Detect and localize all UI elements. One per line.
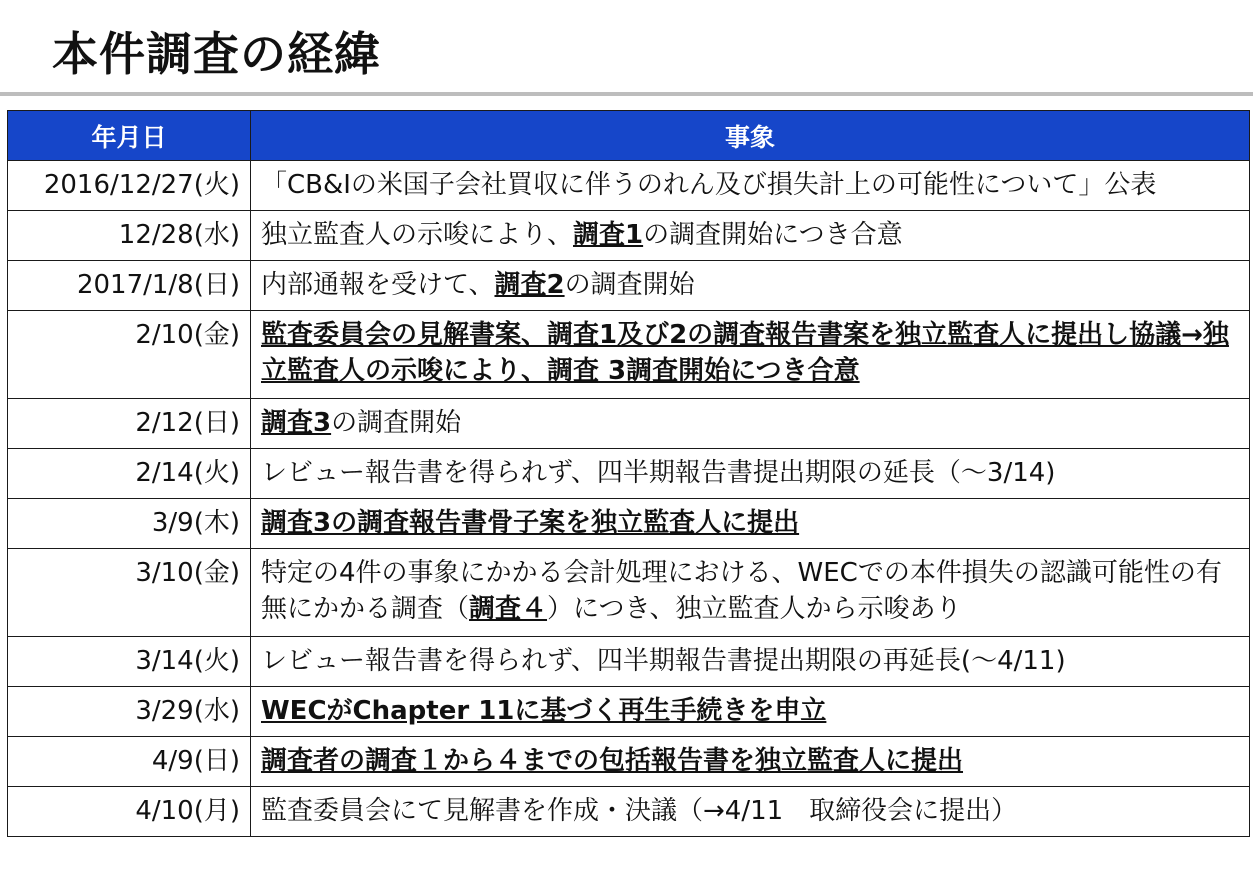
- event-text: の調査開始: [331, 408, 462, 438]
- row-event: [251, 549, 1250, 637]
- table-row: [8, 449, 1250, 499]
- row-date: 3/9(木): [8, 499, 251, 549]
- table-row: [8, 637, 1250, 687]
- row-event: [251, 449, 1250, 499]
- event-text: 独立監査人の示唆により、: [261, 220, 574, 250]
- row-date: 2/10(金): [8, 311, 251, 399]
- table-row: [8, 687, 1250, 737]
- title-divider: [0, 92, 1253, 96]
- table-row: [8, 261, 1250, 311]
- row-event: [251, 261, 1250, 311]
- row-date: 2017/1/8(日): [8, 261, 251, 311]
- table-header-row: [8, 111, 1250, 161]
- row-date: 12/28(水): [8, 211, 251, 261]
- row-date: 2/12(日): [8, 399, 251, 449]
- row-date: 4/9(日): [8, 737, 251, 787]
- event-text: 特定の4件の事象にかかる会計処理における、WECでの本件損失の認識可能性の有無にかかる調査（: [261, 558, 1222, 624]
- timeline-table: [7, 110, 1250, 837]
- table-row: [8, 211, 1250, 261]
- row-event: [251, 637, 1250, 687]
- table-body: [8, 161, 1250, 837]
- event-highlight: 調査1: [573, 220, 644, 250]
- row-event: [251, 399, 1250, 449]
- event-highlight: WECがChapter 11に基づく再生手続きを申立: [261, 696, 827, 726]
- header-date: 年月日: [8, 111, 251, 161]
- event-text: の調査開始につき合意: [643, 220, 903, 250]
- event-highlight: 調査者の調査１から４までの包括報告書を独立監査人に提出: [261, 746, 964, 776]
- row-event: [251, 211, 1250, 261]
- row-date: 4/10(月): [8, 787, 251, 837]
- table-row: [8, 399, 1250, 449]
- event-text: レビュー報告書を得られず、四半期報告書提出期限の延長（～3/14): [261, 458, 1056, 488]
- table-row: [8, 737, 1250, 787]
- row-date: 3/14(火): [8, 637, 251, 687]
- event-highlight: 調査2: [494, 270, 565, 300]
- event-text: 「CB&Iの米国子会社買収に伴うのれん及び損失計上の可能性について」公表: [261, 170, 1157, 200]
- event-text: の調査開始: [564, 270, 695, 300]
- page-title: 本件調査の経緯: [52, 27, 381, 81]
- row-event: [251, 687, 1250, 737]
- table-row: [8, 549, 1250, 637]
- table-row: [8, 161, 1250, 211]
- row-event: [251, 787, 1250, 837]
- event-highlight: 調査3の調査報告書骨子案を独立監査人に提出: [261, 508, 800, 538]
- event-text: 監査委員会にて見解書を作成・決議（→4/11 取締役会に提出）: [261, 796, 1018, 826]
- header-event: 事象: [251, 111, 1250, 161]
- event-text: レビュー報告書を得られず、四半期報告書提出期限の再延長(～4/11): [261, 646, 1066, 676]
- row-date: 2/14(火): [8, 449, 251, 499]
- row-event: [251, 737, 1250, 787]
- table-row: [8, 311, 1250, 399]
- table-row: [8, 499, 1250, 549]
- table-row: [8, 787, 1250, 837]
- row-event: [251, 311, 1250, 399]
- event-highlight: 調査４: [469, 594, 548, 624]
- row-date: 3/10(金): [8, 549, 251, 637]
- event-text: ）につき、独立監査人から示唆あり: [547, 594, 962, 624]
- row-date: 2016/12/27(火): [8, 161, 251, 211]
- event-highlight: 調査3: [261, 408, 332, 438]
- row-event: [251, 499, 1250, 549]
- row-event: [251, 161, 1250, 211]
- event-highlight: 監査委員会の見解書案、調査1及び2の調査報告書案を独立監査人に提出し協議→独立監査人の示唆により、調査 3調査開始につき合意: [261, 320, 1229, 386]
- event-text: 内部通報を受けて、: [261, 270, 495, 300]
- row-date: 3/29(水): [8, 687, 251, 737]
